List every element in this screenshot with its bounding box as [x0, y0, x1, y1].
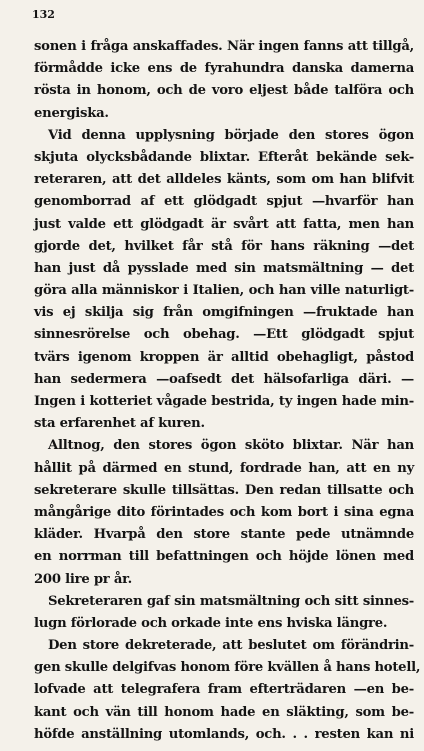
text-line: gen skulle delgifvas honom före kvällen å hans hotell, [34, 660, 421, 676]
text-line: höfde anställning utomlands, och. . . resten kan ni [34, 726, 414, 742]
text-line: lugn förlorade och orkade inte ens hviska längre. [34, 615, 388, 631]
text-line: förmådde icke ens de fyrahundra danska damerna [34, 61, 414, 77]
text-line: reteraren, att det alldeles känts, som om han blifvit [34, 172, 414, 188]
text-line: lofvade att telegrafera fram efterträdaren —en be- [34, 682, 414, 698]
text-line: energiska. [34, 105, 109, 121]
text-line: sekreterare skulle tillsättas. Den redan tillsatte och [34, 482, 414, 498]
text-line: 200 lire pr år. [34, 571, 132, 587]
page-number: 132 [32, 8, 55, 21]
text-line: en norrman till befattningen och höjde lönen med [34, 549, 414, 565]
text-line: kläder. Hvarpå den store stante pede utnämnde [34, 527, 414, 543]
text-line: sta erfarenhet af kuren. [34, 416, 205, 432]
text-line: kant och vän till honom hade en släkting, som be- [34, 704, 414, 720]
text-line: hållit på därmed en stund, fordrade han, att en ny [34, 460, 414, 476]
text-line: han sedermera —oafsedt det hälsofarliga däri. — [34, 371, 414, 387]
text-line: göra alla människor i Italien, och han ville naturligt- [34, 283, 414, 299]
text-line: rösta in honom, och de voro eljest både talföra och [34, 83, 414, 99]
text-line: Ingen i kotteriet vågade bestrida, ty ingen hade min- [34, 394, 414, 409]
text-line: Alltnog, den stores ögon sköto blixtar. När han [48, 438, 414, 454]
text-line: skjuta olycksbådande blixtar. Efteråt bekände sek- [34, 149, 414, 165]
text-line: Vid denna upplysning började den stores ögon [48, 127, 414, 143]
text-line: genomborrad af ett glödgadt spjut —hvarför han [34, 194, 414, 210]
text-line: Den store dekreterade, att beslutet om förändrin- [48, 638, 414, 654]
text-line: sinnesrörelse och obehag. —Ett glödgadt spjut [34, 327, 414, 343]
text-line: vis ej skilja sig från omgifningen —fruktade han [34, 305, 414, 321]
text-line: mångårige dito förintades och kom bort i sina egna [34, 504, 414, 520]
text-line: gjorde det, hvilket får stå för hans räkning —det [34, 238, 414, 254]
text-line: han just då pysslade med sin matsmältning — det [34, 260, 414, 276]
text-line: tvärs igenom kroppen är alltid obehagligt, påstod [34, 349, 414, 365]
text-line: Sekreteraren gaf sin matsmältning och sitt sinnes- [48, 593, 414, 609]
page-text [34, 36, 421, 746]
text-line: sonen i fråga anskaffades. När ingen fanns att tillgå, [34, 39, 414, 54]
text-line: just valde ett glödgadt är svårt att fatta, men han [34, 216, 414, 232]
